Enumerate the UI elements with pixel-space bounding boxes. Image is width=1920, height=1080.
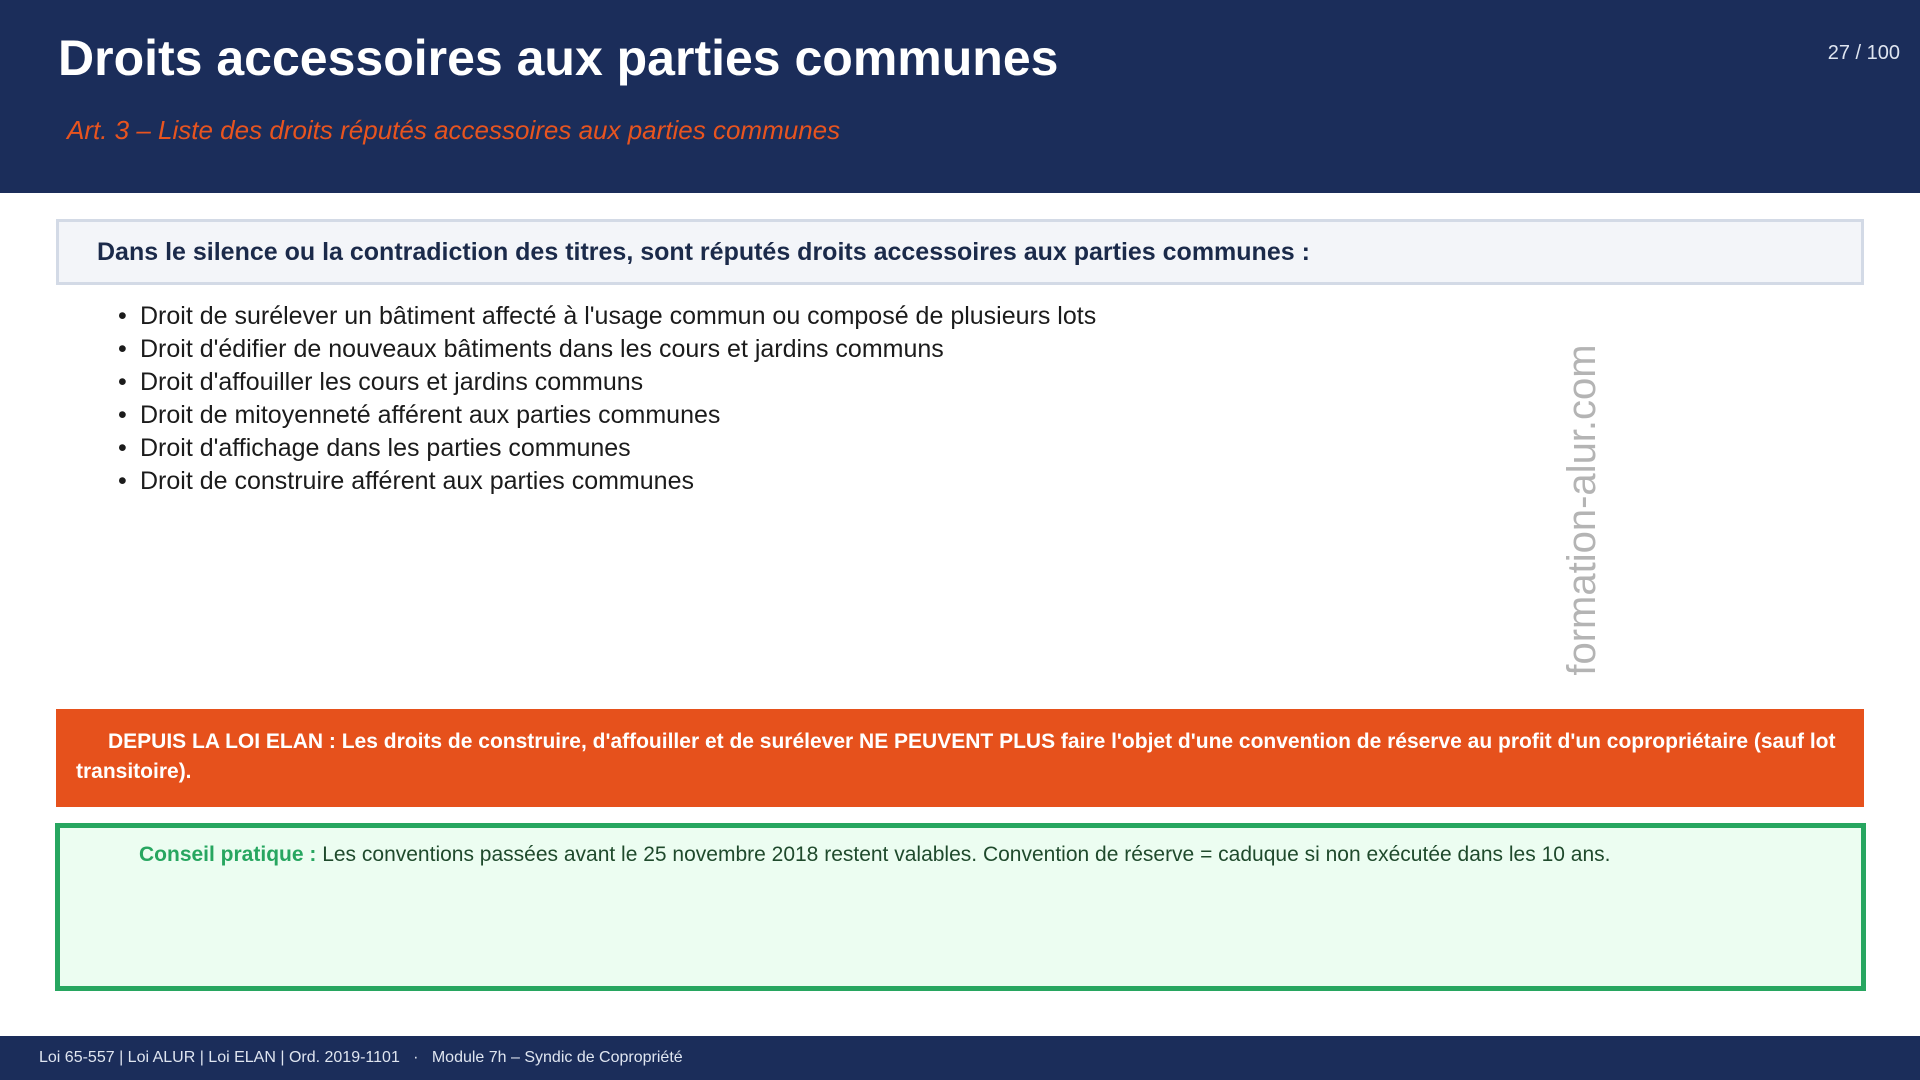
tip-text: Les conventions passées avant le 25 novembre 2018 restent valables. Convention de réserve = caduque si non exécutée dans les 10 ans. xyxy=(316,843,1611,866)
alert-text: DEPUIS LA LOI ELAN : Les droits de construire, d'affouiller et de surélever NE PEUVENT PLUS faire l'objet d'une convention de réserve au profit d'un copropriétaire (sauf lot transitoire). xyxy=(76,730,1836,783)
list-item xyxy=(118,465,1096,498)
list-item-text: Droit d'affouiller les cours et jardins communs xyxy=(140,368,644,396)
slide-title: Droits accessoires aux parties communes xyxy=(58,30,1059,86)
bullet-icon: • xyxy=(118,467,127,495)
list-item xyxy=(118,333,1096,366)
slide-footer xyxy=(0,1036,1920,1080)
rights-list xyxy=(118,300,1096,498)
watermark: formation-alur.com xyxy=(1560,344,1604,676)
list-item-text: Droit d'édifier de nouveaux bâtiments dans les cours et jardins communs xyxy=(140,335,944,363)
slide-subtitle: Art. 3 – Liste des droits réputés accessoires aux parties communes xyxy=(67,115,841,145)
list-item-text: Droit de surélever un bâtiment affecté à l'usage commun ou composé de plusieurs lots xyxy=(140,302,1097,330)
practical-tip-box xyxy=(55,823,1866,991)
bullet-icon: • xyxy=(118,335,127,363)
bullet-icon: • xyxy=(118,434,127,462)
bullet-icon: • xyxy=(118,401,127,429)
list-item xyxy=(118,399,1096,432)
page-number: 27 / 100 xyxy=(1827,42,1900,64)
intro-box xyxy=(56,219,1864,285)
elan-alert-box xyxy=(56,709,1864,807)
tip-label: Conseil pratique : xyxy=(139,843,317,866)
list-item-text: Droit de construire afférent aux parties communes xyxy=(140,467,694,495)
slide-header xyxy=(0,0,1920,193)
bullet-icon: • xyxy=(118,368,127,396)
list-item xyxy=(118,432,1096,465)
list-item-text: Droit de mitoyenneté afférent aux parties communes xyxy=(140,401,721,429)
footer-text: Loi 65-557 | Loi ALUR | Loi ELAN | Ord. 2019-1101 · Module 7h – Syndic de Copropriété xyxy=(39,1049,683,1066)
bullet-icon: • xyxy=(118,302,127,330)
list-item xyxy=(118,366,1096,399)
list-item xyxy=(118,300,1096,333)
intro-text: Dans le silence ou la contradiction des titres, sont réputés droits accessoires aux parties communes : xyxy=(97,237,1310,266)
list-item-text: Droit d'affichage dans les parties communes xyxy=(140,434,631,462)
